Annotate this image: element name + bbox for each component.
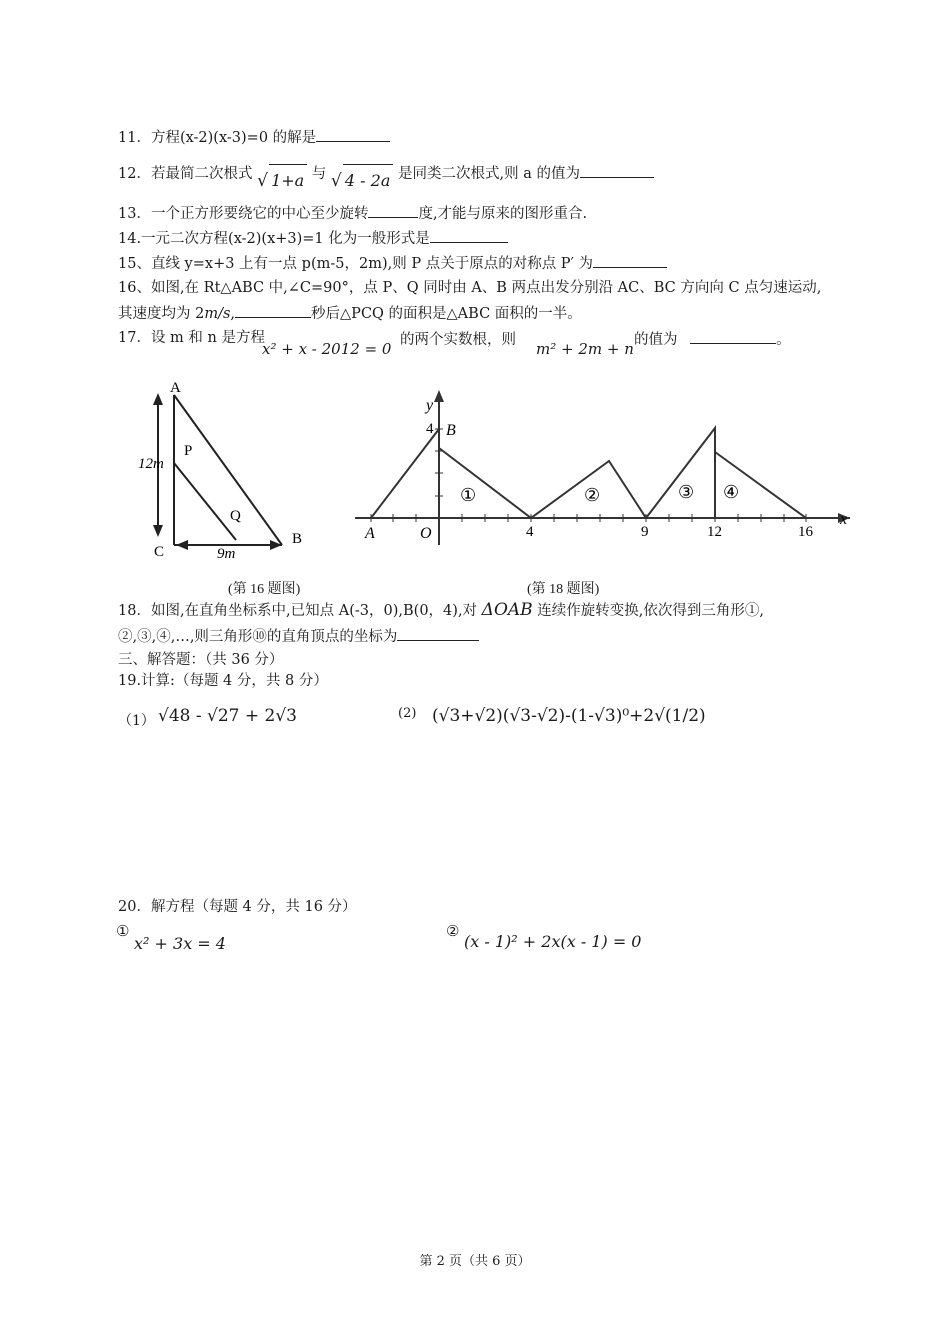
q17-expression: m² + 2m + n <box>536 340 634 358</box>
question-13 <box>118 203 587 224</box>
q19-part2-expression: (√3+√2)(√3-√2)-(1-√3)⁰+2√(1/2) <box>432 706 706 726</box>
q17-equation: x² + x - 2012 = 0 <box>262 340 392 358</box>
label-12m: 12m <box>138 456 164 472</box>
q19-part1-label: （1） <box>118 713 155 729</box>
q17-pre: 17．设 m 和 n 是方程 <box>118 330 265 346</box>
answer-blank <box>368 203 418 218</box>
tick-9: 9 <box>641 524 649 540</box>
question-11 <box>118 127 390 148</box>
q12-post: 是同类二次根式,则 a 的值为 <box>398 166 580 182</box>
side-ab <box>174 395 282 545</box>
q20-part2-label: ② <box>446 922 460 940</box>
q16-unit: m/s <box>204 306 231 322</box>
label-y-4: 4 <box>426 421 434 437</box>
question-18-line-1 <box>118 600 764 621</box>
question-16-line-2 <box>118 303 582 324</box>
q20-part1-label: ① <box>116 922 130 940</box>
question-18-line-2 <box>118 626 479 647</box>
answer-blank <box>690 329 776 344</box>
label-p: P <box>184 443 193 459</box>
label-a: A <box>170 380 181 396</box>
label-9m: 9m <box>217 546 236 562</box>
q16-pre: 其速度均为 2 <box>118 306 205 322</box>
triangle-label-2: ② <box>584 485 601 505</box>
q16-line1: 16、如图,在 Rt△ABC 中,∠C=90°，点 P、Q 同时由 A、B 两点出发分别沿 AC、BC 方向向 C 点匀速运动, <box>118 280 822 296</box>
q14-text: 14.一元二次方程(x-2)(x+3)=1 化为一般形式是 <box>118 231 430 247</box>
q17-end: 。 <box>776 332 791 348</box>
q20-part2-equation: (x - 1)² + 2x(x - 1) = 0 <box>464 932 642 951</box>
q20-part1-equation: x² + 3x = 4 <box>134 934 226 953</box>
triangle-label-4: ④ <box>723 482 740 502</box>
label-q: Q <box>230 508 241 524</box>
q18-line1a: 18．如图,在直角坐标系中,已知点 A(-3，0),B(0，4),对 <box>118 603 478 619</box>
figure-16-triangle <box>130 375 330 565</box>
label-a: A <box>365 525 375 542</box>
tick-16: 16 <box>798 524 813 540</box>
q16-post: 秒后△PCQ 的面积是△ABC 面积的一半。 <box>311 306 582 322</box>
question-15 <box>118 253 667 274</box>
q12-radical-2: √ 4 - 2a <box>331 164 393 196</box>
q19-part2-label: (2) <box>398 706 417 721</box>
triangle-label-1: ① <box>460 485 477 505</box>
arrow-head-up <box>153 393 163 405</box>
question-14 <box>118 228 508 249</box>
q18-line1b: 连续作旋转变换,依次得到三角形①, <box>537 603 764 619</box>
label-x: x <box>840 511 848 528</box>
q13-pre: 13．一个正方形要绕它的中心至少旋转 <box>118 206 369 222</box>
q12-pre: 12．若最简二次根式 <box>118 166 253 182</box>
tick-4: 4 <box>526 524 534 540</box>
answer-blank <box>397 626 479 641</box>
question-16-line-1 <box>118 278 821 298</box>
fig16-caption: (第 16 题图) <box>228 582 301 597</box>
figure-18-graph <box>350 385 860 550</box>
question-17-label <box>118 328 265 348</box>
q13-post: 度,才能与原来的图形重合. <box>418 206 588 222</box>
answer-blank <box>316 127 390 142</box>
q19-part1-expression: √48 - √27 + 2√3 <box>158 706 297 726</box>
question-19-heading: 19.计算:（每题 4 分，共 8 分） <box>118 673 328 689</box>
q15-text: 15、直线 y=x+3 上有一点 p(m-5，2m),则 P 点关于原点的对称点 P′ 为 <box>118 256 593 272</box>
triangle-label-3: ③ <box>678 482 695 502</box>
label-o: O <box>420 525 432 542</box>
answer-blank <box>580 163 654 178</box>
label-b: B <box>446 422 456 439</box>
label-y: y <box>426 397 434 414</box>
q18-line2: ②,③,④,…,则三角形⑩的直角顶点的坐标为 <box>118 629 398 645</box>
answer-blank <box>235 303 311 318</box>
answer-blank <box>593 253 667 268</box>
q17-post: 的值为 <box>634 332 678 348</box>
q16-comma: , <box>230 306 236 322</box>
label-b: B <box>292 531 303 547</box>
tick-12: 12 <box>707 524 722 540</box>
q17-tail <box>634 328 791 349</box>
question-20-heading: 20．解方程（每题 4 分，共 16 分） <box>118 899 357 915</box>
label-c: C <box>154 544 165 560</box>
q17-mid: 的两个实数根，则 <box>400 332 516 348</box>
arrow-head-left <box>176 540 188 550</box>
q18-triangle: ΔOAB <box>481 600 533 620</box>
answer-blank <box>430 228 508 243</box>
q11-text: 11．方程(x-2)(x-3)=0 的解是 <box>118 130 317 146</box>
fig18-caption: (第 18 题图) <box>527 582 600 597</box>
page-footer: 第 2 页（共 6 页） <box>419 1254 531 1269</box>
y-arrow <box>434 390 444 402</box>
section-3-heading: 三、解答题：（共 36 分） <box>118 652 284 668</box>
q12-radical-1: √ 1+a <box>257 164 307 196</box>
segment-pq <box>174 463 236 540</box>
triangle-oab <box>371 429 439 518</box>
triangle-chain <box>439 428 715 518</box>
q12-mid: 与 <box>311 166 327 182</box>
question-12 <box>118 156 654 189</box>
arrow-head-down <box>153 525 163 537</box>
